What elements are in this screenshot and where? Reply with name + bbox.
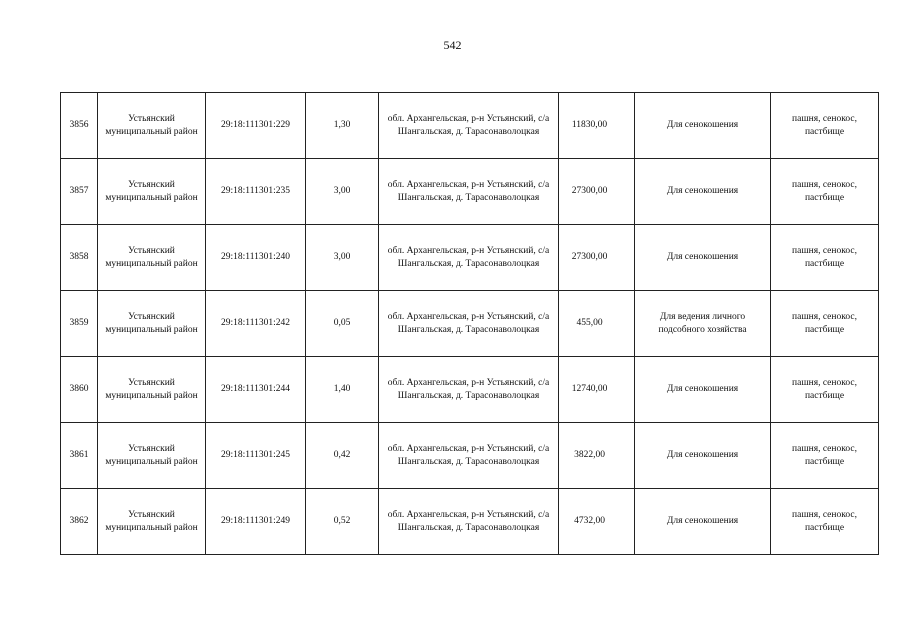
district-cell: Устьянский муниципальный район <box>98 93 206 159</box>
district-cell: Устьянский муниципальный район <box>98 489 206 555</box>
price-cell: 11830,00 <box>559 93 635 159</box>
table-row <box>61 291 879 357</box>
district-cell: Устьянский муниципальный район <box>98 357 206 423</box>
address-cell: обл. Архангельская, р-н Устьянский, с/а Шангальская, д. Тарасонаволоцкая <box>379 357 559 423</box>
page-number: 542 <box>443 38 462 52</box>
cadastral-number-cell: 29:18:111301:249 <box>206 489 306 555</box>
row-number-cell: 3856 <box>61 93 98 159</box>
row-number-cell: 3859 <box>61 291 98 357</box>
purpose-cell: Для сенокошения <box>635 357 771 423</box>
address-cell: обл. Архангельская, р-н Устьянский, с/а Шангальская, д. Тарасонаволоцкая <box>379 423 559 489</box>
cadastral-number-cell: 29:18:111301:244 <box>206 357 306 423</box>
purpose-cell: Для сенокошения <box>635 159 771 225</box>
purpose-cell: Для сенокошения <box>635 423 771 489</box>
area-cell: 0,42 <box>306 423 379 489</box>
land-type-cell: пашня, сенокос, пастбище <box>771 489 879 555</box>
land-type-cell: пашня, сенокос, пастбище <box>771 225 879 291</box>
table-row <box>61 423 879 489</box>
address-cell: обл. Архангельская, р-н Устьянский, с/а Шангальская, д. Тарасонаволоцкая <box>379 225 559 291</box>
land-registry-table <box>60 92 879 555</box>
table-row <box>61 159 879 225</box>
land-type-cell: пашня, сенокос, пастбище <box>771 423 879 489</box>
row-number-cell: 3857 <box>61 159 98 225</box>
address-cell: обл. Архангельская, р-н Устьянский, с/а Шангальская, д. Тарасонаволоцкая <box>379 291 559 357</box>
address-cell: обл. Архангельская, р-н Устьянский, с/а Шангальская, д. Тарасонаволоцкая <box>379 159 559 225</box>
area-cell: 3,00 <box>306 225 379 291</box>
cadastral-number-cell: 29:18:111301:242 <box>206 291 306 357</box>
purpose-cell: Для сенокошения <box>635 93 771 159</box>
table-row <box>61 489 879 555</box>
row-number-cell: 3862 <box>61 489 98 555</box>
table-body <box>61 93 879 555</box>
cadastral-number-cell: 29:18:111301:235 <box>206 159 306 225</box>
district-cell: Устьянский муниципальный район <box>98 423 206 489</box>
cadastral-number-cell: 29:18:111301:240 <box>206 225 306 291</box>
price-cell: 27300,00 <box>559 225 635 291</box>
district-cell: Устьянский муниципальный район <box>98 159 206 225</box>
row-number-cell: 3860 <box>61 357 98 423</box>
land-type-cell: пашня, сенокос, пастбище <box>771 93 879 159</box>
purpose-cell: Для ведения личного подсобного хозяйства <box>635 291 771 357</box>
table-row <box>61 93 879 159</box>
row-number-cell: 3861 <box>61 423 98 489</box>
row-number-cell: 3858 <box>61 225 98 291</box>
address-cell: обл. Архангельская, р-н Устьянский, с/а Шангальская, д. Тарасонаволоцкая <box>379 489 559 555</box>
land-type-cell: пашня, сенокос, пастбище <box>771 159 879 225</box>
purpose-cell: Для сенокошения <box>635 225 771 291</box>
price-cell: 455,00 <box>559 291 635 357</box>
price-cell: 3822,00 <box>559 423 635 489</box>
table-row <box>61 357 879 423</box>
address-cell: обл. Архангельская, р-н Устьянский, с/а Шангальская, д. Тарасонаволоцкая <box>379 93 559 159</box>
district-cell: Устьянский муниципальный район <box>98 291 206 357</box>
land-type-cell: пашня, сенокос, пастбище <box>771 291 879 357</box>
price-cell: 4732,00 <box>559 489 635 555</box>
area-cell: 3,00 <box>306 159 379 225</box>
area-cell: 1,40 <box>306 357 379 423</box>
price-cell: 12740,00 <box>559 357 635 423</box>
area-cell: 0,52 <box>306 489 379 555</box>
area-cell: 1,30 <box>306 93 379 159</box>
cadastral-number-cell: 29:18:111301:245 <box>206 423 306 489</box>
table-row <box>61 225 879 291</box>
price-cell: 27300,00 <box>559 159 635 225</box>
cadastral-number-cell: 29:18:111301:229 <box>206 93 306 159</box>
land-type-cell: пашня, сенокос, пастбище <box>771 357 879 423</box>
purpose-cell: Для сенокошения <box>635 489 771 555</box>
area-cell: 0,05 <box>306 291 379 357</box>
district-cell: Устьянский муниципальный район <box>98 225 206 291</box>
